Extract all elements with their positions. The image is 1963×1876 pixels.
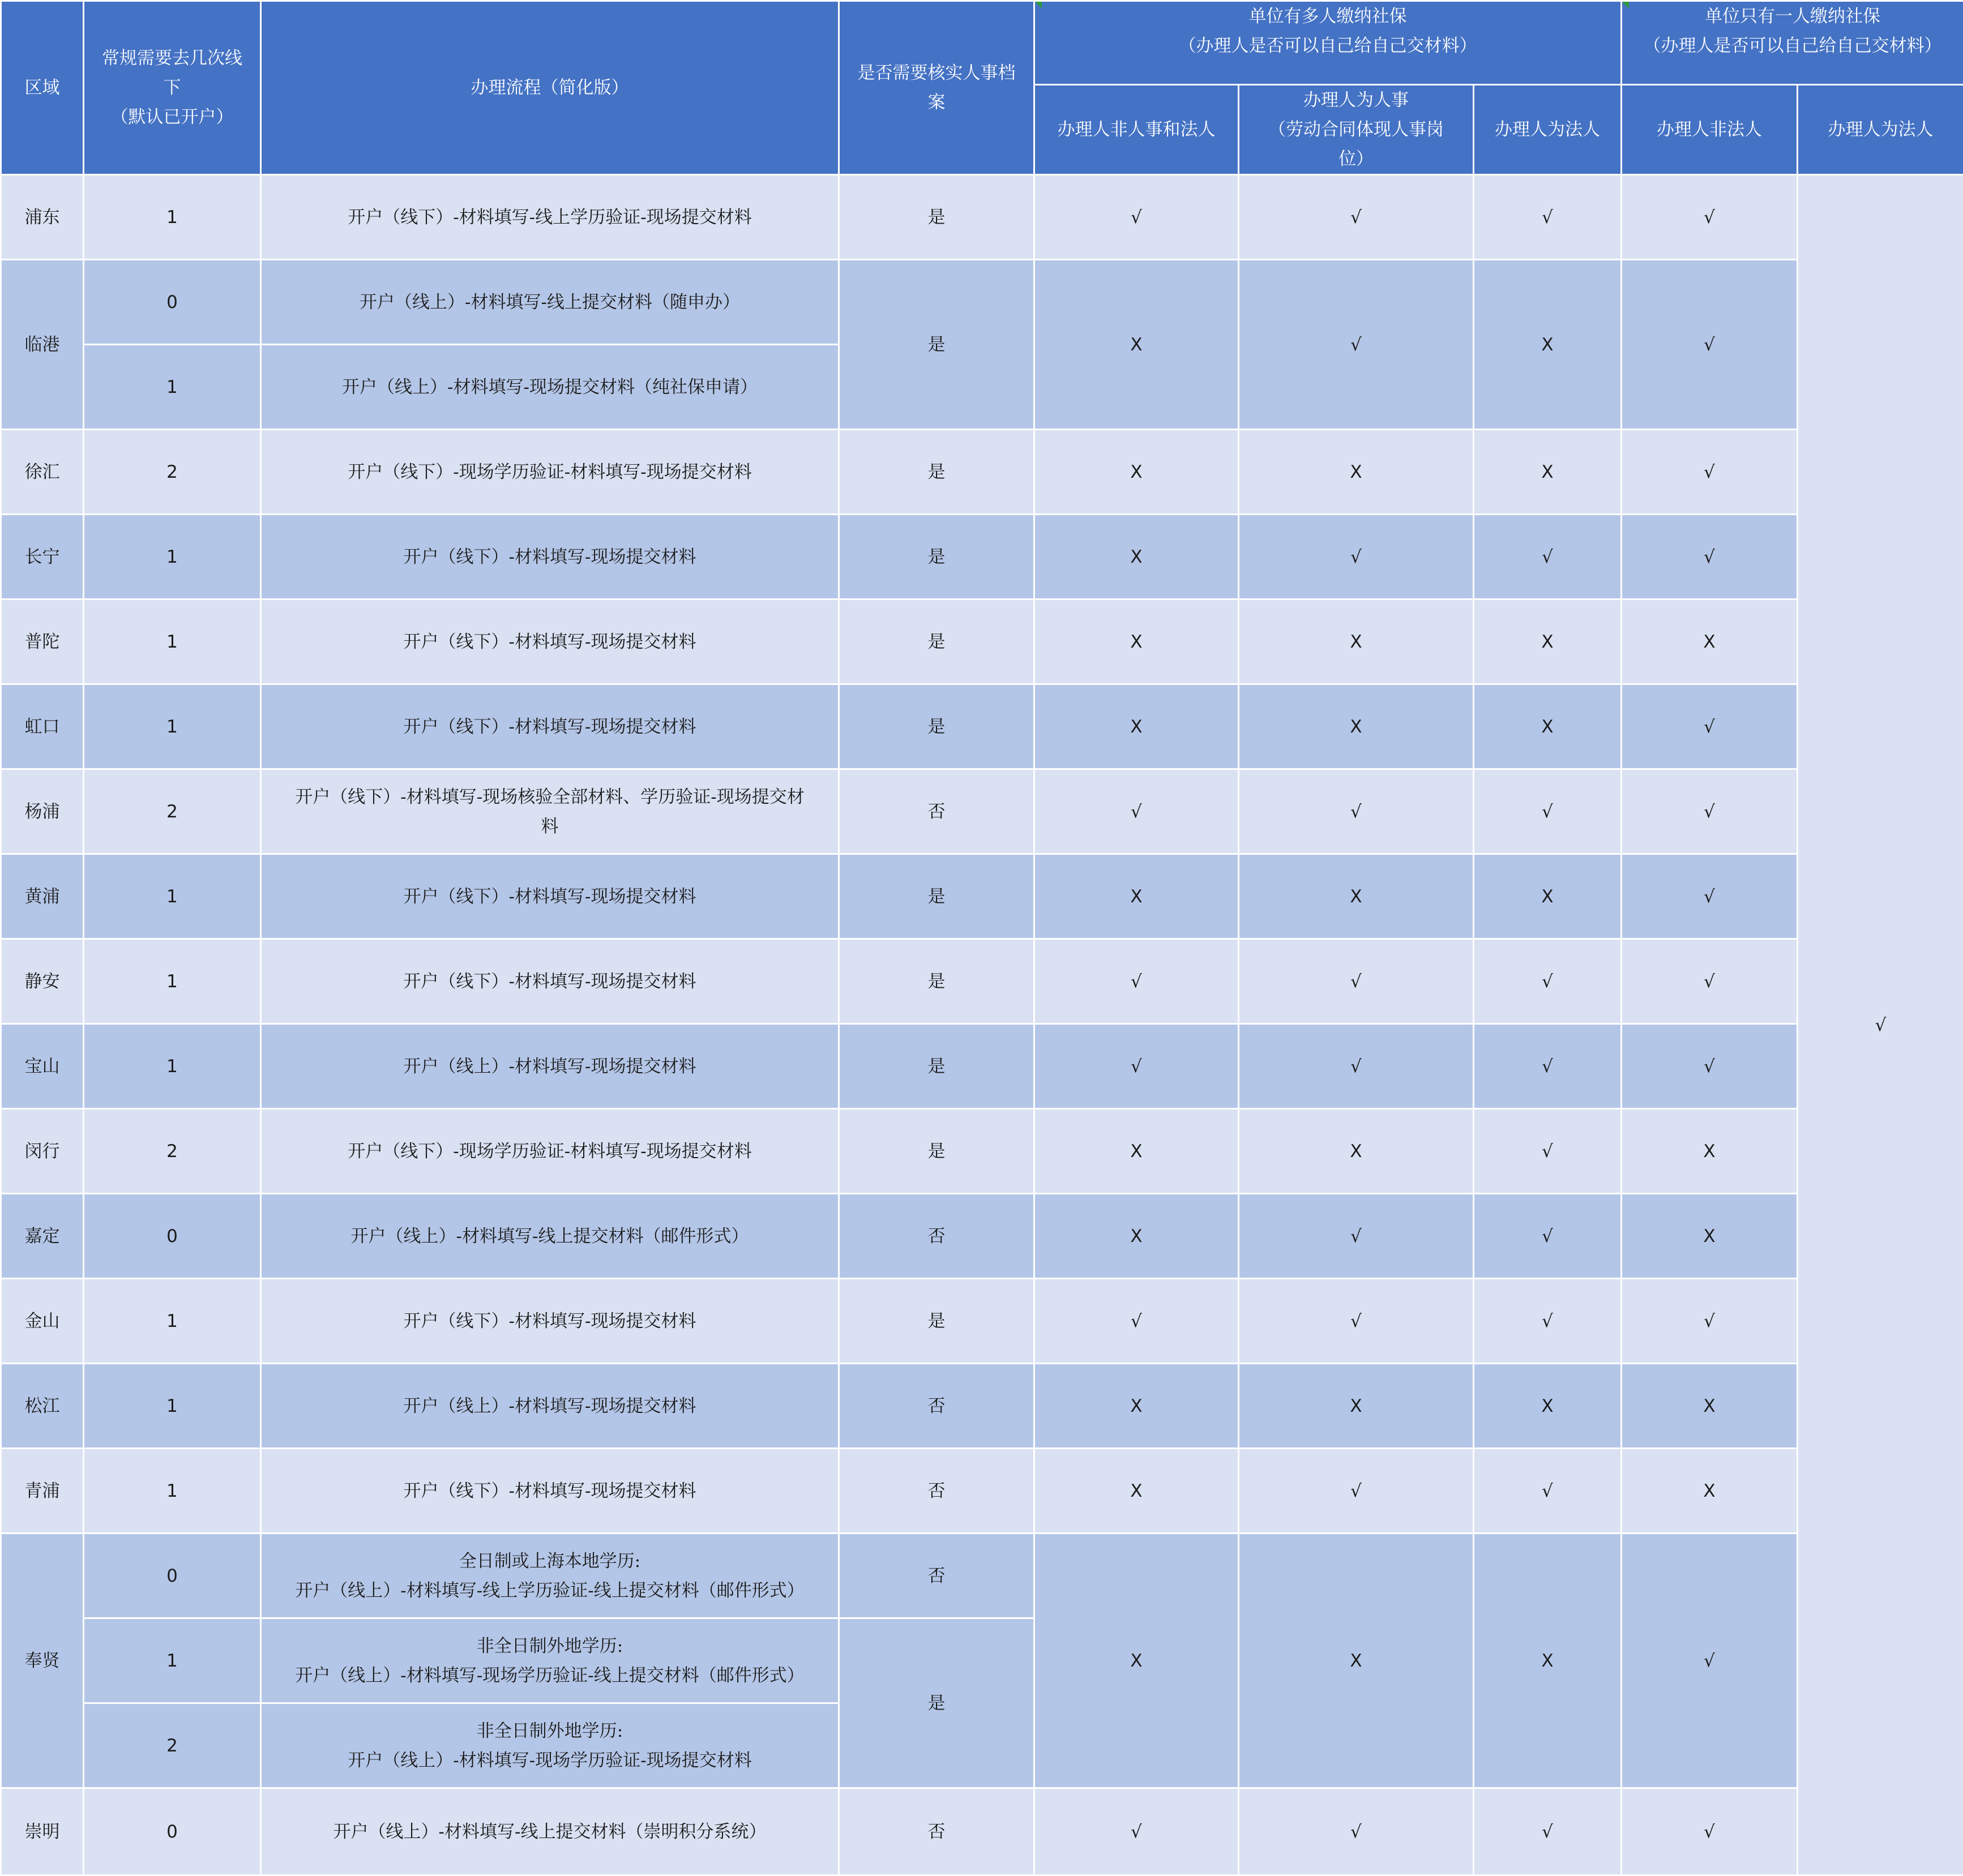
header-single-payer-group: 单位只有一人缴纳社保 （办理人是否可以自己给自己交材料） xyxy=(1622,1,1963,85)
multi-non-hr-cell: X xyxy=(1034,1364,1239,1449)
visits-cell: 1 xyxy=(84,345,261,430)
archive-cell: 否 xyxy=(839,1788,1034,1875)
single-non-legal-cell: √ xyxy=(1622,939,1798,1024)
multi-non-hr-cell: √ xyxy=(1034,939,1239,1024)
table-row xyxy=(1,260,1963,345)
multi-hr-cell: √ xyxy=(1239,515,1474,599)
multi-non-hr-cell: √ xyxy=(1034,769,1239,854)
multi-hr-cell: √ xyxy=(1239,260,1474,430)
process-cell: 开户（线下）-材料填写-现场提交材料 xyxy=(261,515,839,599)
header-multi-hr: 办理人为人事 （劳动合同体现人事岗 位） xyxy=(1239,85,1474,175)
multi-non-hr-cell: X xyxy=(1034,599,1239,684)
multi-hr-cell: √ xyxy=(1239,1024,1474,1109)
multi-legal-cell: √ xyxy=(1474,1279,1622,1364)
archive-cell: 是 xyxy=(839,939,1034,1024)
process-cell: 开户（线下）-材料填写-现场核验全部材料、学历验证-现场提交材 料 xyxy=(261,769,839,854)
process-cell: 开户（线下）-材料填写-现场提交材料 xyxy=(261,939,839,1024)
table-row xyxy=(1,769,1963,854)
table-row xyxy=(1,1449,1963,1534)
visits-cell: 1 xyxy=(84,1449,261,1534)
visits-cell: 1 xyxy=(84,175,261,260)
archive-cell: 是 xyxy=(839,1109,1034,1194)
region-cell: 静安 xyxy=(1,939,84,1024)
visits-cell: 1 xyxy=(84,1618,261,1703)
process-cell: 开户（线下）-材料填写-现场提交材料 xyxy=(261,854,839,939)
multi-non-hr-cell: X xyxy=(1034,260,1239,430)
multi-legal-cell: √ xyxy=(1474,1194,1622,1279)
visits-cell: 1 xyxy=(84,515,261,599)
archive-cell: 是 xyxy=(839,430,1034,515)
header-process: 办理流程（简化版） xyxy=(261,1,839,175)
process-cell: 开户（线下）-材料填写-现场提交材料 xyxy=(261,1279,839,1364)
multi-non-hr-cell: X xyxy=(1034,854,1239,939)
process-cell: 非全日制外地学历: 开户（线上）-材料填写-现场学历验证-现场提交材料 xyxy=(261,1703,839,1788)
multi-non-hr-cell: √ xyxy=(1034,1024,1239,1109)
header-single-legal: 办理人为法人 xyxy=(1798,85,1963,175)
multi-non-hr-cell: √ xyxy=(1034,1788,1239,1875)
multi-legal-cell: √ xyxy=(1474,175,1622,260)
archive-cell: 是 xyxy=(839,599,1034,684)
region-cell: 金山 xyxy=(1,1279,84,1364)
header-archive: 是否需要核实人事档 案 xyxy=(839,1,1034,175)
header-multi-payer-group: 单位有多人缴纳社保 （办理人是否可以自己给自己交材料） xyxy=(1034,1,1622,85)
multi-hr-cell: √ xyxy=(1239,1279,1474,1364)
table-row xyxy=(1,1788,1963,1875)
multi-hr-cell: √ xyxy=(1239,769,1474,854)
single-non-legal-cell: √ xyxy=(1622,1279,1798,1364)
process-cell: 开户（线上）-材料填写-线上提交材料（邮件形式） xyxy=(261,1194,839,1279)
table-row xyxy=(1,1534,1963,1618)
table-row xyxy=(1,939,1963,1024)
region-cell: 宝山 xyxy=(1,1024,84,1109)
multi-non-hr-cell: X xyxy=(1034,515,1239,599)
table-row xyxy=(1,1194,1963,1279)
archive-cell: 是 xyxy=(839,260,1034,430)
visits-cell: 1 xyxy=(84,684,261,769)
multi-hr-cell: √ xyxy=(1239,1788,1474,1875)
region-cell: 黄浦 xyxy=(1,854,84,939)
region-cell: 青浦 xyxy=(1,1449,84,1534)
multi-non-hr-cell: X xyxy=(1034,684,1239,769)
process-cell: 开户（线下）-材料填写-现场提交材料 xyxy=(261,599,839,684)
single-non-legal-cell: X xyxy=(1622,1364,1798,1449)
process-cell: 开户（线上）-材料填写-现场提交材料 xyxy=(261,1024,839,1109)
table-row xyxy=(1,1024,1963,1109)
multi-hr-cell: √ xyxy=(1239,175,1474,260)
region-cell: 虹口 xyxy=(1,684,84,769)
region-cell: 长宁 xyxy=(1,515,84,599)
process-cell: 开户（线上）-材料填写-现场提交材料（纯社保申请） xyxy=(261,345,839,430)
visits-cell: 1 xyxy=(84,1279,261,1364)
table-row xyxy=(1,1364,1963,1449)
comment-marker-icon xyxy=(1035,2,1042,8)
archive-cell: 是 xyxy=(839,1618,1034,1788)
header-multi-legal: 办理人为法人 xyxy=(1474,85,1622,175)
multi-hr-cell: X xyxy=(1239,684,1474,769)
table-row xyxy=(1,175,1963,260)
multi-non-hr-cell: √ xyxy=(1034,1279,1239,1364)
single-non-legal-cell: X xyxy=(1622,599,1798,684)
multi-non-hr-cell: X xyxy=(1034,1109,1239,1194)
region-cell: 普陀 xyxy=(1,599,84,684)
multi-legal-cell: √ xyxy=(1474,939,1622,1024)
single-non-legal-cell: √ xyxy=(1622,430,1798,515)
visits-cell: 1 xyxy=(84,854,261,939)
multi-non-hr-cell: X xyxy=(1034,1194,1239,1279)
archive-cell: 否 xyxy=(839,769,1034,854)
multi-hr-cell: √ xyxy=(1239,1449,1474,1534)
region-cell: 嘉定 xyxy=(1,1194,84,1279)
header-multi-non-hr-non-legal: 办理人非人事和法人 xyxy=(1034,85,1239,175)
single-non-legal-cell: X xyxy=(1622,1449,1798,1534)
multi-non-hr-cell: X xyxy=(1034,430,1239,515)
visits-cell: 2 xyxy=(84,430,261,515)
multi-hr-cell: √ xyxy=(1239,939,1474,1024)
comment-marker-icon xyxy=(1622,2,1629,8)
visits-cell: 0 xyxy=(84,1534,261,1618)
single-non-legal-cell: √ xyxy=(1622,1534,1798,1788)
header-region: 区域 xyxy=(1,1,84,175)
multi-legal-cell: X xyxy=(1474,1534,1622,1788)
visits-cell: 2 xyxy=(84,769,261,854)
visits-cell: 0 xyxy=(84,1194,261,1279)
table-row xyxy=(1,1279,1963,1364)
multi-legal-cell: X xyxy=(1474,599,1622,684)
visits-cell: 0 xyxy=(84,260,261,345)
multi-legal-cell: √ xyxy=(1474,515,1622,599)
multi-legal-cell: X xyxy=(1474,684,1622,769)
table-row xyxy=(1,599,1963,684)
process-cell: 开户（线下）-材料填写-线上学历验证-现场提交材料 xyxy=(261,175,839,260)
multi-legal-cell: X xyxy=(1474,260,1622,430)
multi-legal-cell: X xyxy=(1474,854,1622,939)
process-cell: 开户（线下）-现场学历验证-材料填写-现场提交材料 xyxy=(261,1109,839,1194)
header-visits: 常规需要去几次线 下 （默认已开户） xyxy=(84,1,261,175)
region-cell: 奉贤 xyxy=(1,1534,84,1788)
archive-cell: 是 xyxy=(839,1279,1034,1364)
multi-hr-cell: X xyxy=(1239,599,1474,684)
archive-cell: 是 xyxy=(839,515,1034,599)
region-cell: 浦东 xyxy=(1,175,84,260)
multi-legal-cell: X xyxy=(1474,1364,1622,1449)
single-non-legal-cell: X xyxy=(1622,1109,1798,1194)
multi-hr-cell: X xyxy=(1239,854,1474,939)
multi-hr-cell: X xyxy=(1239,1534,1474,1788)
archive-cell: 是 xyxy=(839,684,1034,769)
process-cell: 非全日制外地学历: 开户（线上）-材料填写-现场学历验证-线上提交材料（邮件形式） xyxy=(261,1618,839,1703)
visits-cell: 1 xyxy=(84,599,261,684)
single-non-legal-cell: √ xyxy=(1622,175,1798,260)
table-row xyxy=(1,515,1963,599)
visits-cell: 1 xyxy=(84,1024,261,1109)
process-cell: 开户（线下）-现场学历验证-材料填写-现场提交材料 xyxy=(261,430,839,515)
region-cell: 临港 xyxy=(1,260,84,430)
process-cell: 开户（线下）-材料填写-现场提交材料 xyxy=(261,1449,839,1534)
multi-hr-cell: X xyxy=(1239,1109,1474,1194)
table-row xyxy=(1,684,1963,769)
table-row xyxy=(1,1109,1963,1194)
single-legal-merged-cell: √ xyxy=(1798,175,1963,1875)
multi-legal-cell: √ xyxy=(1474,769,1622,854)
archive-cell: 是 xyxy=(839,1024,1034,1109)
multi-hr-cell: √ xyxy=(1239,1194,1474,1279)
archive-cell: 否 xyxy=(839,1534,1034,1618)
single-non-legal-cell: √ xyxy=(1622,854,1798,939)
process-cell: 开户（线下）-材料填写-现场提交材料 xyxy=(261,684,839,769)
header-single-non-legal: 办理人非法人 xyxy=(1622,85,1798,175)
multi-legal-cell: √ xyxy=(1474,1024,1622,1109)
single-non-legal-cell: √ xyxy=(1622,684,1798,769)
archive-cell: 否 xyxy=(839,1194,1034,1279)
multi-hr-cell: X xyxy=(1239,1364,1474,1449)
archive-cell: 否 xyxy=(839,1449,1034,1534)
multi-legal-cell: √ xyxy=(1474,1109,1622,1194)
process-cell: 开户（线上）-材料填写-现场提交材料 xyxy=(261,1364,839,1449)
region-cell: 闵行 xyxy=(1,1109,84,1194)
archive-cell: 是 xyxy=(839,175,1034,260)
visits-cell: 0 xyxy=(84,1788,261,1875)
single-non-legal-cell: √ xyxy=(1622,515,1798,599)
multi-non-hr-cell: √ xyxy=(1034,175,1239,260)
process-cell: 开户（线上）-材料填写-线上提交材料（崇明积分系统） xyxy=(261,1788,839,1875)
table-row xyxy=(1,430,1963,515)
multi-non-hr-cell: X xyxy=(1034,1449,1239,1534)
visits-cell: 1 xyxy=(84,1364,261,1449)
multi-hr-cell: X xyxy=(1239,430,1474,515)
region-cell: 徐汇 xyxy=(1,430,84,515)
single-non-legal-cell: √ xyxy=(1622,769,1798,854)
visits-cell: 2 xyxy=(84,1109,261,1194)
single-non-legal-cell: √ xyxy=(1622,1024,1798,1109)
single-non-legal-cell: √ xyxy=(1622,1788,1798,1875)
multi-legal-cell: √ xyxy=(1474,1788,1622,1875)
single-non-legal-cell: X xyxy=(1622,1194,1798,1279)
region-cell: 杨浦 xyxy=(1,769,84,854)
archive-cell: 否 xyxy=(839,1364,1034,1449)
region-cell: 崇明 xyxy=(1,1788,84,1875)
multi-legal-cell: X xyxy=(1474,430,1622,515)
visits-cell: 1 xyxy=(84,939,261,1024)
process-cell: 全日制或上海本地学历: 开户（线上）-材料填写-线上学历验证-线上提交材料（邮件形式） xyxy=(261,1534,839,1618)
visits-cell: 2 xyxy=(84,1703,261,1788)
multi-legal-cell: √ xyxy=(1474,1449,1622,1534)
archive-cell: 是 xyxy=(839,854,1034,939)
process-cell: 开户（线上）-材料填写-线上提交材料（随申办） xyxy=(261,260,839,345)
multi-non-hr-cell: X xyxy=(1034,1534,1239,1788)
table-row xyxy=(1,854,1963,939)
single-non-legal-cell: √ xyxy=(1622,260,1798,430)
region-cell: 松江 xyxy=(1,1364,84,1449)
